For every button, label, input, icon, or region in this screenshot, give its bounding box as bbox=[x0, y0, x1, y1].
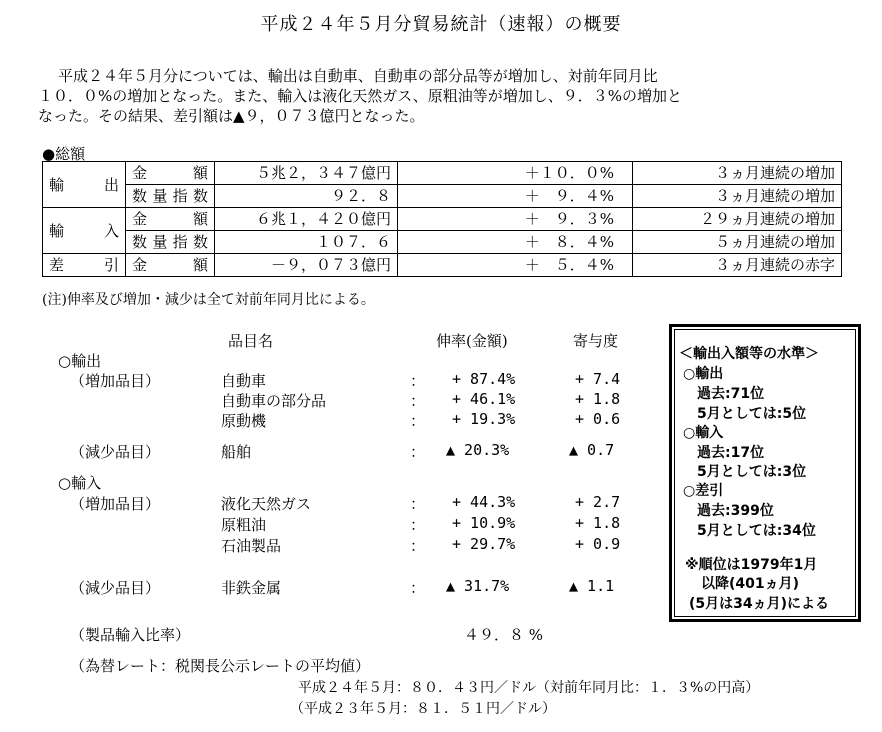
item-label: 金額 bbox=[126, 162, 215, 185]
header-item-name: 品目名 bbox=[228, 332, 274, 350]
ranking-note-2: 以降(401ヵ月) bbox=[701, 576, 800, 592]
colon: ： bbox=[410, 579, 426, 597]
item-contribution: + 2.7 bbox=[575, 493, 621, 511]
value-cell: －９，０７３億円 bbox=[215, 254, 398, 277]
colon: ： bbox=[410, 392, 426, 410]
intro-line-3: なった。その結果、差引額は▲９，０７３億円となった。 bbox=[38, 107, 425, 125]
summary-table bbox=[42, 161, 842, 277]
colon: ： bbox=[410, 443, 426, 461]
value-cell: ６兆１，４２０億円 bbox=[215, 208, 398, 231]
value-cell: ５兆２，３４７億円 bbox=[215, 162, 398, 185]
value-cell: ９２．８ bbox=[215, 185, 398, 208]
category-import: 輸入 bbox=[43, 208, 126, 254]
intro-line-2: １０．０%の増加となった。また、輸入は液化天然ガス、原粗油等が増加し、９．３%の増加と bbox=[38, 87, 682, 105]
ranking-note-1: ※順位は1979年1月 bbox=[685, 557, 818, 573]
rate-cell: ＋ ８．４% bbox=[398, 231, 633, 254]
ranking-balance-label: ○差引 bbox=[683, 483, 724, 499]
colon: ： bbox=[410, 372, 426, 390]
rate-cell: ＋ ５．４% bbox=[398, 254, 633, 277]
export-increase-label: （増加品目） bbox=[70, 372, 161, 390]
item-growth: ▲ 20.3% bbox=[446, 441, 510, 459]
item-growth: + 19.3% bbox=[452, 410, 516, 428]
colon: ： bbox=[410, 412, 426, 430]
rate-cell: ＋ ９．３% bbox=[398, 208, 633, 231]
page-title: 平成２４年５月分貿易統計（速報）の概要 bbox=[260, 14, 622, 35]
colon: ： bbox=[410, 495, 426, 513]
item-label: 数量指数 bbox=[126, 231, 215, 254]
header-contribution: 寄与度 bbox=[573, 332, 619, 350]
item-growth: + 44.3% bbox=[452, 493, 516, 511]
note-cell: ３ヵ月連続の増加 bbox=[633, 185, 842, 208]
ranking-export-past: 過去:71位 bbox=[697, 386, 765, 402]
item-growth: + 10.9% bbox=[452, 514, 516, 532]
item-contribution: + 0.6 bbox=[575, 410, 621, 428]
intro-line-1: 平成２４年５月分については、輸出は自動車、自動車の部分品等が増加し、対前年同月比 bbox=[58, 67, 658, 85]
summary-row-balance bbox=[43, 254, 842, 277]
summary-row-export-value bbox=[43, 162, 842, 185]
item-name: 自動車の部分品 bbox=[221, 392, 327, 410]
import-increase-label: （増加品目） bbox=[70, 495, 161, 513]
import-decrease-label: （減少品目） bbox=[70, 579, 161, 597]
rate-cell: ＋ ９．４% bbox=[398, 185, 633, 208]
note-cell: ５ヵ月連続の増加 bbox=[633, 231, 842, 254]
item-name: 自動車 bbox=[221, 372, 267, 390]
ranking-box bbox=[669, 324, 861, 622]
item-name: 非鉄金属 bbox=[221, 579, 282, 597]
exchange-rate-label: （為替レート：税関長公示レートの平均値） bbox=[70, 657, 371, 675]
category-export: 輸出 bbox=[43, 162, 126, 208]
ranking-import-past: 過去:17位 bbox=[697, 445, 765, 461]
item-growth: ▲ 31.7% bbox=[446, 577, 510, 595]
summary-row-import-value bbox=[43, 208, 842, 231]
ranking-balance-may: 5月としては:34位 bbox=[697, 523, 816, 539]
item-contribution: + 0.9 bbox=[575, 535, 621, 553]
section-heading-total: ●総額 bbox=[42, 145, 86, 163]
item-label: 数量指数 bbox=[126, 185, 215, 208]
footnote: (注)伸率及び増加・減少は全て対前年同月比による。 bbox=[42, 292, 375, 308]
colon: ： bbox=[410, 537, 426, 555]
header-growth: 伸率(金額) bbox=[436, 332, 508, 350]
item-name: 原動機 bbox=[221, 412, 267, 430]
item-name: 船舶 bbox=[221, 443, 252, 461]
ranking-box-title: ＜輸出入額等の水準＞ bbox=[679, 346, 819, 362]
item-name: 原粗油 bbox=[221, 516, 267, 534]
ranking-import-may: 5月としては:3位 bbox=[697, 464, 807, 480]
note-cell: ３ヵ月連続の増加 bbox=[633, 162, 842, 185]
export-heading: ○輸出 bbox=[58, 352, 102, 370]
rate-cell: ＋１０．０% bbox=[398, 162, 633, 185]
value-cell: １０７．６ bbox=[215, 231, 398, 254]
product-import-ratio-label: （製品輸入比率） bbox=[70, 626, 191, 644]
summary-row-import-volume bbox=[43, 231, 842, 254]
ranking-export-may: 5月としては:5位 bbox=[697, 406, 807, 422]
import-heading: ○輸入 bbox=[58, 474, 102, 492]
item-growth: + 29.7% bbox=[452, 535, 516, 553]
item-contribution: + 1.8 bbox=[575, 390, 621, 408]
product-import-ratio-value: ４９．８ % bbox=[464, 626, 544, 644]
ranking-export-label: ○輸出 bbox=[683, 366, 724, 382]
category-balance: 差引 bbox=[43, 254, 126, 277]
exchange-rate-current: 平成２４年５月：８０．４３円／ドル（対前年同月比：１．３%の円高） bbox=[298, 680, 760, 696]
note-cell: ２９ヵ月連続の増加 bbox=[633, 208, 842, 231]
ranking-balance-past: 過去:399位 bbox=[697, 503, 774, 519]
exchange-rate-previous: （平成２３年５月：８１．５１円／ドル） bbox=[290, 701, 556, 717]
note-cell: ３ヵ月連続の赤字 bbox=[633, 254, 842, 277]
ranking-note-3: (5月は34ヵ月)による bbox=[689, 596, 830, 612]
item-contribution: + 1.8 bbox=[575, 514, 621, 532]
item-growth: + 46.1% bbox=[452, 390, 516, 408]
colon: ： bbox=[410, 516, 426, 534]
item-contribution: ▲ 0.7 bbox=[569, 441, 615, 459]
export-decrease-label: （減少品目） bbox=[70, 443, 161, 461]
item-contribution: ▲ 1.1 bbox=[569, 577, 615, 595]
item-contribution: + 7.4 bbox=[575, 370, 621, 388]
item-label: 金額 bbox=[126, 254, 215, 277]
item-growth: + 87.4% bbox=[452, 370, 516, 388]
item-label: 金額 bbox=[126, 208, 215, 231]
item-name: 石油製品 bbox=[221, 537, 282, 555]
summary-row-export-volume bbox=[43, 185, 842, 208]
ranking-import-label: ○輸入 bbox=[683, 425, 724, 441]
item-name: 液化天然ガス bbox=[221, 495, 312, 513]
intro-paragraph bbox=[38, 66, 838, 126]
